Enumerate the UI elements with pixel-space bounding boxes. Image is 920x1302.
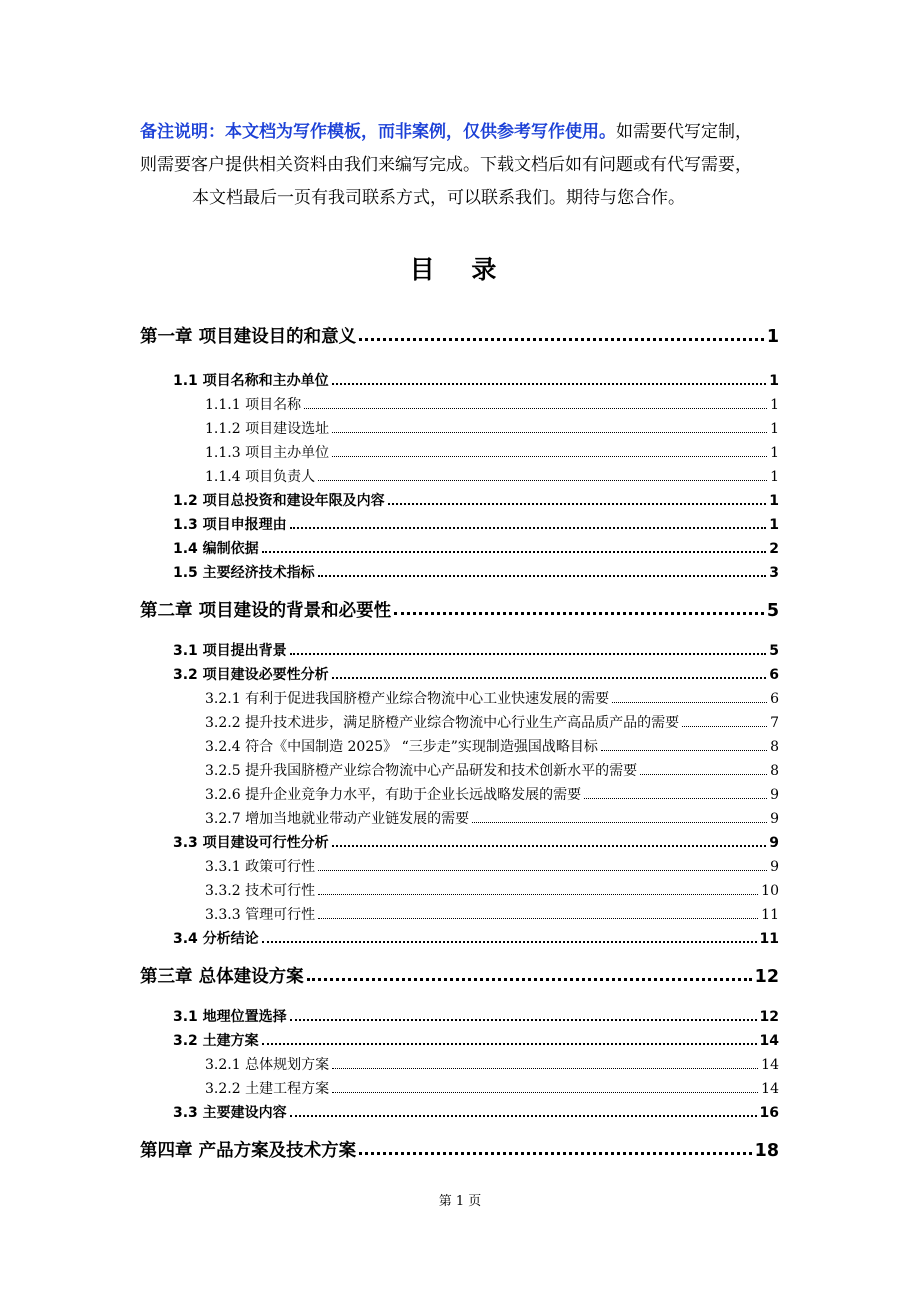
toc-dot-leader <box>332 845 767 847</box>
toc-entry-page-number: 16 <box>759 1105 779 1121</box>
toc-dot-leader <box>290 653 767 655</box>
toc-dot-leader <box>318 480 767 481</box>
toc-entry-label: 3.2.1 有利于促进我国脐橙产业综合物流中心工业快速发展的需要 <box>205 691 610 707</box>
toc-dot-leader <box>612 702 767 703</box>
toc-entry-page-number: 6 <box>769 667 779 683</box>
toc-title: 目 录 <box>409 255 511 284</box>
toc-dot-leader <box>290 1115 757 1117</box>
toc-section-entry[interactable] <box>173 562 779 582</box>
toc-entry-label: 3.2 项目建设必要性分析 <box>173 667 329 683</box>
disclaimer-line-3: 本文档最后一页有我司联系方式，可以联系我们。期待与您合作。 <box>192 188 685 208</box>
toc-section-entry[interactable] <box>173 1030 779 1050</box>
toc-section-entry[interactable] <box>173 490 779 510</box>
toc-dot-leader <box>332 456 767 457</box>
toc-dot-leader <box>307 978 752 981</box>
toc-entry-label: 3.2.2 提升技术进步，满足脐橙产业综合物流中心行业生产高品质产品的需要 <box>205 715 680 731</box>
toc-entry-page-number: 2 <box>769 541 779 557</box>
toc-entry-label: 1.4 编制依据 <box>173 541 259 557</box>
toc-subsection-entry[interactable] <box>205 394 779 414</box>
toc-dot-leader <box>262 941 757 943</box>
toc-dot-leader <box>304 408 767 409</box>
toc-entry-label: 第三章 总体建设方案 <box>140 967 304 987</box>
toc-entry-label: 1.1.4 项目负责人 <box>205 469 316 485</box>
toc-entry-label: 1.1.2 项目建设选址 <box>205 421 330 437</box>
toc-dot-leader <box>640 774 767 775</box>
toc-dot-leader <box>682 726 767 727</box>
toc-entry-page-number: 11 <box>759 931 779 947</box>
toc-dot-leader <box>394 612 764 615</box>
toc-subsection-entry[interactable] <box>205 736 779 756</box>
toc-entry-page-number: 9 <box>770 811 779 827</box>
toc-dot-leader <box>332 677 767 679</box>
toc-subsection-entry[interactable] <box>205 418 779 438</box>
toc-chapter-entry[interactable] <box>140 1137 779 1162</box>
toc-subsection-entry[interactable] <box>205 442 779 462</box>
toc-dot-leader <box>472 822 767 823</box>
toc-subsection-entry[interactable] <box>205 904 779 924</box>
toc-entry-label: 3.2.5 提升我国脐橙产业综合物流中心产品研发和技术创新水平的需要 <box>205 763 638 779</box>
toc-entry-label: 3.2.6 提升企业竞争力水平，有助于企业长远战略发展的需要 <box>205 787 582 803</box>
toc-chapter-entry[interactable] <box>140 597 779 622</box>
toc-entry-label: 1.1 项目名称和主办单位 <box>173 373 329 389</box>
toc-entry-label: 3.3 主要建设内容 <box>173 1105 287 1121</box>
toc-dot-leader <box>359 1152 752 1155</box>
toc-entry-page-number: 7 <box>770 715 779 731</box>
toc-entry-page-number: 14 <box>759 1033 779 1049</box>
toc-entry-page-number: 9 <box>769 835 779 851</box>
toc-entry-label: 3.2.1 总体规划方案 <box>205 1057 330 1073</box>
toc-section-entry[interactable] <box>173 1102 779 1122</box>
toc-subsection-entry[interactable] <box>205 808 779 828</box>
toc-subsection-entry[interactable] <box>205 760 779 780</box>
toc-entry-label: 第二章 项目建设的背景和必要性 <box>140 601 392 621</box>
toc-dot-leader <box>318 870 767 871</box>
toc-entry-page-number: 14 <box>761 1057 779 1073</box>
disclaimer-highlight: 备注说明：本文档为写作模板，而非案例，仅供参考写作使用。 <box>140 122 616 142</box>
toc-entry-label: 3.2.7 增加当地就业带动产业链发展的需要 <box>205 811 470 827</box>
toc-entry-page-number: 8 <box>770 763 779 779</box>
toc-subsection-entry[interactable] <box>205 856 779 876</box>
toc-entry-label: 3.1 项目提出背景 <box>173 643 287 659</box>
toc-chapter-entry[interactable] <box>140 323 779 348</box>
toc-entry-page-number: 1 <box>770 397 779 413</box>
toc-entry-page-number: 1 <box>769 517 779 533</box>
toc-dot-leader <box>262 1043 757 1045</box>
toc-section-entry[interactable] <box>173 928 779 948</box>
toc-entry-page-number: 5 <box>769 643 779 659</box>
toc-entry-label: 3.1 地理位置选择 <box>173 1009 287 1025</box>
toc-subsection-entry[interactable] <box>205 1054 779 1074</box>
toc-entry-page-number: 1 <box>769 493 779 509</box>
toc-entry-label: 第一章 项目建设目的和意义 <box>140 327 357 347</box>
toc-entry-label: 1.3 项目申报理由 <box>173 517 287 533</box>
toc-entry-page-number: 1 <box>769 373 779 389</box>
toc-dot-leader <box>318 575 767 577</box>
toc-section-entry[interactable] <box>173 514 779 534</box>
toc-entry-page-number: 1 <box>770 445 779 461</box>
toc-entry-page-number: 8 <box>770 739 779 755</box>
toc-dot-leader <box>262 551 767 553</box>
toc-entry-label: 3.2.2 土建工程方案 <box>205 1081 330 1097</box>
toc-entry-label: 1.1.1 项目名称 <box>205 397 302 413</box>
toc-dot-leader <box>332 1092 758 1093</box>
toc-section-entry[interactable] <box>173 1006 779 1026</box>
disclaimer-line-1-rest: 如需要代写定制， <box>616 122 752 142</box>
toc-dot-leader <box>318 894 758 895</box>
toc-entry-page-number: 1 <box>766 327 779 347</box>
toc-entry-label: 1.1.3 项目主办单位 <box>205 445 330 461</box>
toc-entry-label: 3.2.4 符合《中国制造 2025》 “三步走”实现制造强国战略目标 <box>205 739 598 755</box>
toc-entry-page-number: 9 <box>770 787 779 803</box>
toc-dot-leader <box>388 503 767 505</box>
toc-entry-page-number: 3 <box>769 565 779 581</box>
toc-entry-label: 1.5 主要经济技术指标 <box>173 565 315 581</box>
toc-entry-page-number: 1 <box>770 421 779 437</box>
toc-entry-label: 3.4 分析结论 <box>173 931 259 947</box>
toc-entry-page-number: 11 <box>761 907 779 923</box>
toc-entry-page-number: 5 <box>766 601 779 621</box>
toc-entry-page-number: 6 <box>770 691 779 707</box>
toc-entry-page-number: 14 <box>761 1081 779 1097</box>
toc-entry-page-number: 12 <box>759 1009 779 1025</box>
toc-entry-label: 3.2 土建方案 <box>173 1033 259 1049</box>
toc-entry-label: 第四章 产品方案及技术方案 <box>140 1141 357 1161</box>
toc-entry-label: 3.3.2 技术可行性 <box>205 883 316 899</box>
toc-dot-leader <box>318 918 758 919</box>
toc-section-entry[interactable] <box>173 640 779 660</box>
toc-entry-label: 3.3.1 政策可行性 <box>205 859 316 875</box>
toc-dot-leader <box>601 750 767 751</box>
toc-dot-leader <box>584 798 767 799</box>
toc-dot-leader <box>332 1068 758 1069</box>
disclaimer-line-1 <box>140 116 780 149</box>
page-footer: 第 1 页 <box>438 1194 482 1209</box>
toc-section-entry[interactable] <box>173 832 779 852</box>
toc-subsection-entry[interactable] <box>205 880 779 900</box>
toc-section-entry[interactable] <box>173 538 779 558</box>
toc-dot-leader <box>290 1019 757 1021</box>
toc-subsection-entry[interactable] <box>205 466 779 486</box>
toc-entry-page-number: 10 <box>761 883 779 899</box>
toc-dot-leader <box>359 338 764 341</box>
toc-entry-label: 3.3.3 管理可行性 <box>205 907 316 923</box>
toc-dot-leader <box>332 432 767 433</box>
toc-dot-leader <box>332 383 767 385</box>
disclaimer-line-2: 则需要客户提供相关资料由我们来编写完成。下载文档后如有问题或有代写需要， <box>140 155 752 175</box>
toc-subsection-entry[interactable] <box>205 712 779 732</box>
toc-entry-page-number: 1 <box>770 469 779 485</box>
disclaimer-note <box>140 116 780 215</box>
toc-dot-leader <box>290 527 767 529</box>
toc-entry-page-number: 18 <box>754 1141 779 1161</box>
toc-entry-label: 3.3 项目建设可行性分析 <box>173 835 329 851</box>
toc-subsection-entry[interactable] <box>205 1078 779 1098</box>
toc-entry-page-number: 9 <box>770 859 779 875</box>
toc-subsection-entry[interactable] <box>205 688 779 708</box>
toc-section-entry[interactable] <box>173 664 779 684</box>
toc-chapter-entry[interactable] <box>140 963 779 988</box>
toc-entry-page-number: 12 <box>754 967 779 987</box>
toc-section-entry[interactable] <box>173 370 779 390</box>
toc-entry-label: 1.2 项目总投资和建设年限及内容 <box>173 493 385 509</box>
toc-subsection-entry[interactable] <box>205 784 779 804</box>
